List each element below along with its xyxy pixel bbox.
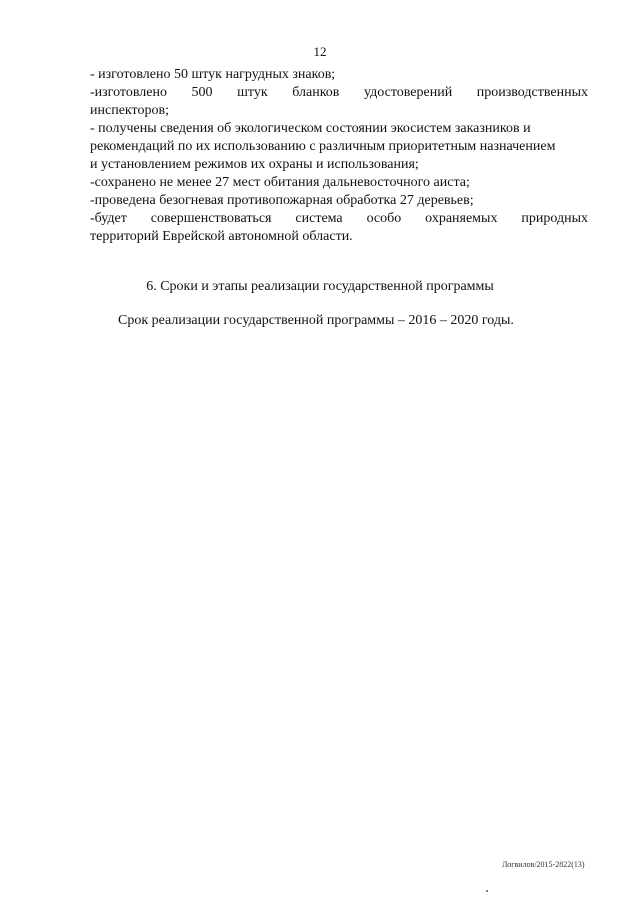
word: охраняемых — [425, 211, 498, 226]
word: штук — [237, 85, 268, 100]
list-item — [90, 210, 588, 246]
word: -изготовлено — [90, 85, 167, 100]
word: 500 — [191, 85, 213, 100]
list-item — [90, 174, 588, 192]
list-item-text: -сохранено не менее 27 мест обитания дальневосточного аиста; — [90, 175, 470, 190]
list-item-text: рекомендаций по их использованию с различным приоритетным назначением — [90, 139, 556, 154]
page-number: 12 — [313, 44, 327, 59]
word: удостоверений — [364, 85, 453, 100]
list-item — [90, 84, 588, 120]
list-item — [90, 66, 588, 84]
list-item-justified-line — [90, 84, 588, 102]
list-item-text: -проведена безогневая противопожарная обработка 27 деревьев; — [90, 193, 474, 208]
program-term-text: Срок реализации государственной программы – 2016 – 2020 годы. — [118, 313, 514, 328]
word: бланков — [292, 85, 340, 100]
list-item-text: территорий Еврейской автономной области. — [90, 229, 353, 244]
word: система — [295, 211, 343, 226]
scan-speck — [486, 890, 488, 892]
list-item — [90, 192, 588, 210]
list-item-text: - изготовлено 50 штук нагрудных знаков; — [90, 67, 336, 82]
results-list — [90, 66, 588, 246]
word: природных — [521, 211, 588, 226]
list-item-justified-line — [90, 210, 588, 228]
word: производственных — [476, 85, 588, 100]
list-item-text: - получены сведения об экологическом состоянии экосистем заказников и — [90, 121, 531, 136]
word: -будет — [90, 211, 127, 226]
list-item-text: и установлением режимов их охраны и использования; — [90, 157, 419, 172]
section-heading: 6. Сроки и этапы реализации государственной программы — [146, 279, 494, 294]
document-code: Логвилов/2015-2822(13) — [502, 860, 585, 869]
word: совершенствоваться — [150, 211, 272, 226]
list-item-text: инспекторов; — [90, 103, 169, 118]
list-item — [90, 120, 588, 174]
word: особо — [366, 211, 402, 226]
